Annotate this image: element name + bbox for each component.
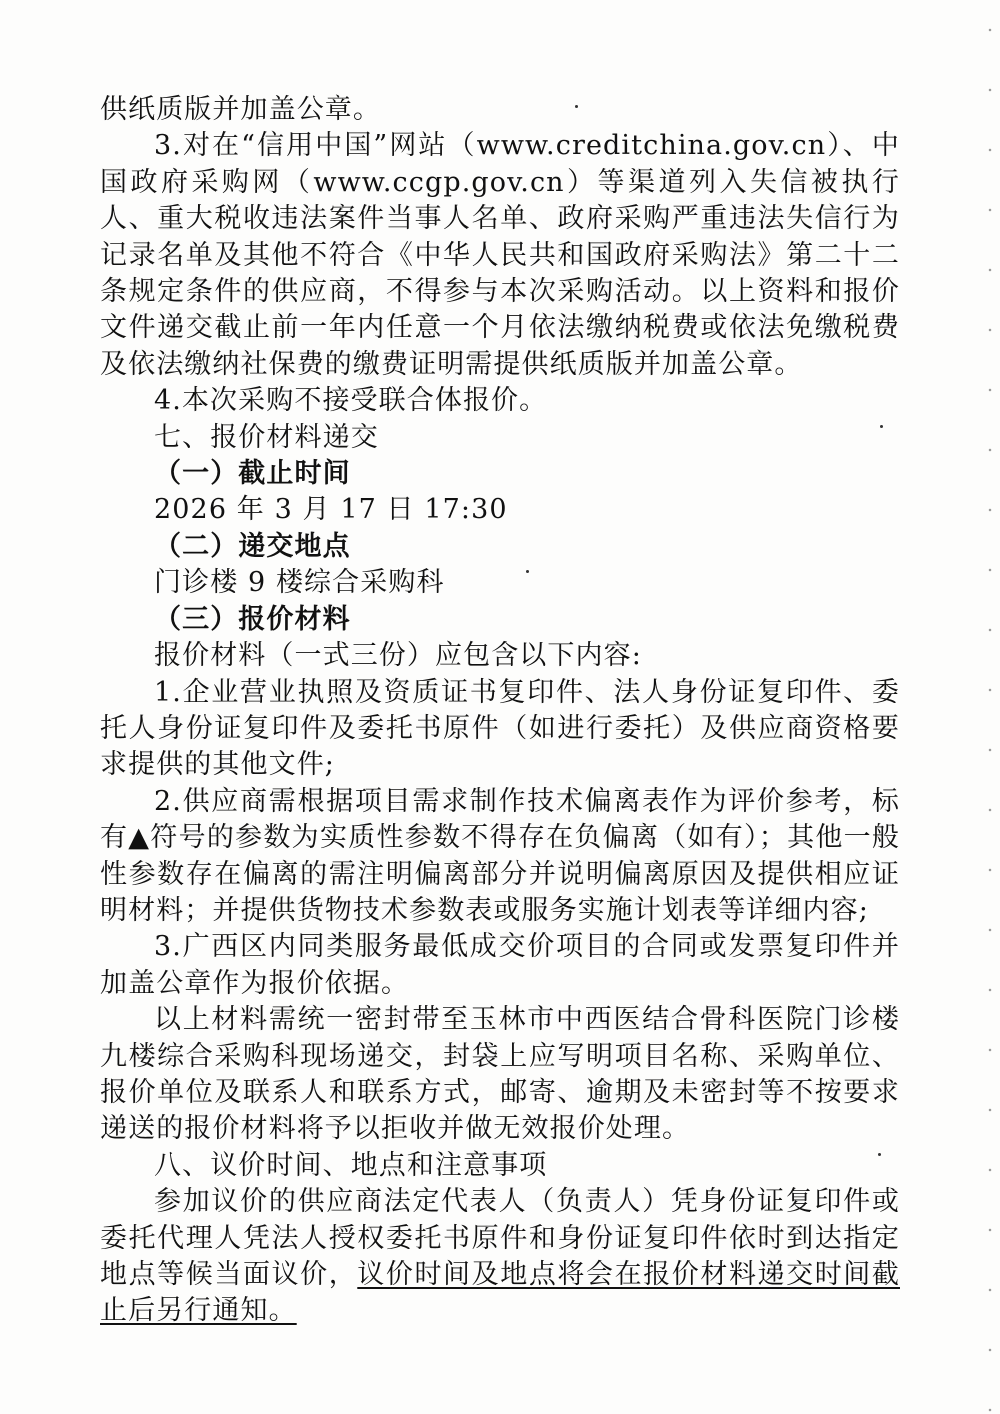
submission-location: 门诊楼 9 楼综合采购科 — [154, 567, 445, 599]
materials-intro: 报价材料（一式三份）应包含以下内容: — [154, 640, 642, 672]
sealing-instructions: 以上材料需统一密封带至玉林市中西医结合骨科医院门诊楼九楼综合采购科现场递交，封袋上应写明项目名称、采购单位、报价单位及联系人和联系方式，邮寄、逾期及未密封等不按要求递送的报价材料将予以拒收并做无效报价处理。 — [100, 1004, 900, 1145]
negotiation-text: 参加议价的供应商法定代表人（负责人）凭身份证复印件或委托代理人凭法人授权委托书原件和身份证复印件依时到达指定地点等候当面议价， — [100, 1186, 900, 1290]
materials-item-3: 3.广西区内同类服务最低成交价项目的合同或发票复印件并加盖公章作为报价依据。 — [100, 931, 900, 999]
scan-edge-dots — [988, 0, 992, 1414]
materials-item-1: 1.企业营业执照及资质证书复印件、法人身份证复印件、委托人身份证复印件及委托书原件（如进行委托）及供应商资格要求提供的其他文件; — [100, 676, 900, 781]
subheading-materials: （三）报价材料 — [154, 603, 351, 635]
subheading-location: （二）递交地点 — [154, 530, 351, 562]
paragraph-item-3-credit: 3.对在“信用中国”网站（www.creditchina.gov.cn）、中国政府采购网（www.ccgp.gov.cn）等渠道列入失信被执行人、重大税收违法案件当事人名单、政府采购严重违法失信行为记录名单及其他不符合《中华人民共和国政府采购法》第二十二条规定条件的供应商，不得参与本次采购活动。以上资料和报价文件递交截止前一年内任意一个月依法缴纳税费或依法免缴税费及依法缴纳社保费的缴费证明需提供纸质版并加盖公章。 — [100, 130, 900, 380]
deadline-datetime: 2026 年 3 月 17 日 17:30 — [154, 494, 508, 526]
subheading-deadline: （一）截止时间 — [154, 458, 351, 490]
document-body — [100, 92, 900, 1330]
paragraph-item-4-consortium: 4.本次采购不接受联合体报价。 — [154, 385, 548, 417]
negotiation-paragraph — [100, 1184, 900, 1330]
negotiation-notice-underlined: 议价时间及地点将会在报价材料递交时间截止后另行通知。 — [100, 1259, 900, 1327]
paragraph-continuation: 供纸质版并加盖公章。 — [100, 94, 381, 125]
section-heading-7: 七、报价材料递交 — [154, 421, 379, 453]
materials-item-2: 2.供应商需根据项目需求制作技术偏离表作为评价参考，标有▲符号的参数为实质性参数不得存在负偏离（如有）；其他一般性参数存在偏离的需注明偏离部分并说明偏离原因及提供相应证明材料；并提供货物技术参数表或服务实施计划表等详细内容; — [100, 785, 900, 926]
section-heading-8: 八、议价时间、地点和注意事项 — [154, 1149, 548, 1181]
